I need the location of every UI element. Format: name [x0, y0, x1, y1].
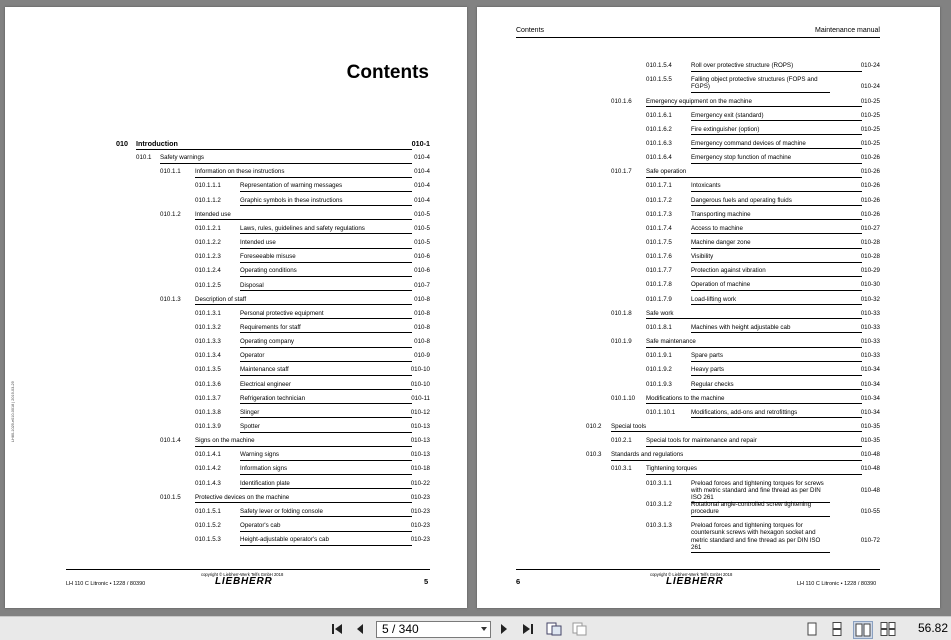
- toc-entry-number: 010.1.3.9: [195, 423, 221, 430]
- toc-entry-title[interactable]: Operating conditions: [240, 267, 412, 277]
- copy-button[interactable]: [571, 621, 589, 637]
- toc-entry-title[interactable]: Spare parts: [691, 352, 862, 362]
- toc-entry-number: 010.1.2: [160, 210, 181, 218]
- toc-entry-page: 010-8: [414, 295, 430, 303]
- toc-list-left: [5, 7, 467, 608]
- toc-entry-page: 010-13: [410, 423, 430, 430]
- toc-entry-page: 010-30: [860, 281, 880, 289]
- toc-entry-number: 010.3.1.1: [646, 479, 672, 487]
- toc-entry-page: 010-5: [414, 239, 430, 247]
- toc-entry-page: 010-23: [410, 493, 430, 501]
- toc-entry-page: 010-28: [860, 253, 880, 261]
- toc-entry-title[interactable]: Emergency exit (standard): [691, 112, 862, 122]
- two-page-continuous-button[interactable]: [879, 621, 897, 637]
- continuous-page-icon: [831, 622, 843, 636]
- toc-entry-number: 010.1.8.1: [646, 323, 672, 331]
- toc-entry-number: 010.3.1.3: [646, 522, 672, 530]
- toc-entry-title[interactable]: Operation of machine: [691, 281, 862, 291]
- toc-entry-number: 010.1.2.5: [195, 281, 221, 289]
- toc-entry-number: 010.2.1: [611, 437, 632, 445]
- toc-entry-page: 010-13: [410, 451, 430, 459]
- toc-entry-number: 010.2: [586, 422, 602, 430]
- toc-entry-title[interactable]: Description of staff: [195, 296, 412, 306]
- toc-entry-page: 010-33: [860, 352, 880, 360]
- toc-entry-page: 010-12: [410, 408, 430, 416]
- toc-entry-page: 010-5: [414, 210, 430, 218]
- toc-entry-title[interactable]: Machines with height adjustable cab: [691, 324, 862, 334]
- toc-entry-page: 010-4: [414, 182, 430, 190]
- toc-entry-number: 010.1.7.1: [646, 182, 672, 190]
- chevron-down-icon[interactable]: [481, 627, 487, 631]
- toc-entry-page: 010-32: [860, 295, 880, 303]
- toc-entry-title[interactable]: Rotational angle-controlled screw tightening procedure: [691, 501, 830, 517]
- toc-entry-page: 010-26: [860, 182, 880, 190]
- toc-entry-number: 010.1.3.6: [195, 380, 221, 388]
- footer-model: LH 110 C Litronic • 1228 / 80390: [66, 581, 146, 587]
- toc-entry-title[interactable]: Emergency equipment on the machine: [646, 98, 862, 108]
- toc-entry-page: 010-6: [414, 253, 430, 261]
- zoom-level[interactable]: 56.82: [917, 621, 948, 635]
- toc-entry-page: 010-26: [860, 196, 880, 204]
- toc-entry-page: 010-34: [860, 408, 880, 416]
- last-page-button[interactable]: [520, 621, 536, 637]
- toc-entry-title[interactable]: Preload forces and tightening torques for screws with metric standard and fine thread as per DIN ISO 261: [691, 480, 830, 504]
- toc-entry-title[interactable]: Operating company: [240, 338, 412, 348]
- toc-entry-number: 010.1.7.5: [646, 239, 672, 246]
- last-page-icon: [522, 623, 534, 635]
- toc-entry-title[interactable]: Protective devices on the machine: [195, 494, 412, 504]
- footer-rule: [516, 569, 880, 570]
- toc-entry-title[interactable]: Operator's cab: [240, 522, 412, 532]
- toc-entry-page: 010-23: [410, 507, 430, 515]
- toc-entry-title[interactable]: Information signs: [240, 465, 412, 475]
- toc-entry-title[interactable]: Introduction: [136, 140, 412, 150]
- header-left: Contents: [516, 27, 545, 34]
- toc-entry-number: 010.1.1: [160, 168, 181, 176]
- toc-entry-number: 010.1.7.7: [646, 267, 672, 275]
- toc-entry-page: 010-4: [414, 154, 430, 162]
- page-number-input[interactable]: [376, 621, 491, 638]
- toc-entry-page: 010-8: [414, 323, 430, 331]
- continuous-view-button[interactable]: [829, 621, 845, 637]
- toc-entry-title[interactable]: Safe operation: [646, 168, 862, 178]
- toc-entry-title[interactable]: Fire extinguisher (option): [691, 126, 862, 136]
- liebherr-logo: LIEBHERR: [215, 576, 273, 587]
- toc-entry-number: 010.1: [136, 154, 152, 162]
- toc-entry-page: 010-48: [860, 465, 880, 473]
- toc-entry-page: 010-1: [411, 139, 430, 148]
- toc-entry-number: 010.1.7.6: [646, 253, 672, 261]
- toc-entry-title[interactable]: Graphic symbols in these instructions: [240, 197, 412, 207]
- toc-entry-number: 010.3.1: [611, 465, 632, 473]
- prev-page-icon: [355, 623, 365, 635]
- toc-entry-title[interactable]: Laws, rules, guidelines and safety regulations: [240, 225, 412, 235]
- toc-entry-number: 010.3.1.2: [646, 500, 672, 508]
- toc-entry-number: 010.1.9.3: [646, 380, 672, 388]
- toc-entry-page: 010-35: [860, 437, 880, 445]
- first-page-button[interactable]: [330, 621, 344, 637]
- toc-entry-title[interactable]: Standards and regulations: [611, 451, 862, 461]
- toc-entry-number: 010.1.2.3: [195, 253, 221, 261]
- toc-entry-number: 010.1.3: [160, 295, 181, 303]
- toc-entry-title[interactable]: Access to machine: [691, 225, 862, 235]
- side-code: LH80-1029-e010-0018 | 2019-03-29: [11, 381, 15, 442]
- toc-entry-title[interactable]: Intended use: [240, 239, 412, 249]
- toc-entry-page: 010-29: [860, 267, 880, 275]
- toc-entry-title[interactable]: Machine danger zone: [691, 239, 862, 249]
- page-indicator: 5 / 340: [382, 622, 419, 636]
- toc-entry-page: 010-8: [414, 309, 430, 317]
- toc-entry-page: 010-48: [860, 451, 880, 459]
- toc-entry-number: 010.1.10.1: [646, 408, 676, 416]
- single-page-view-button[interactable]: [804, 621, 820, 637]
- toc-entry-title[interactable]: Safety warnings: [160, 154, 412, 164]
- footer-model: LH 110 C Litronic • 1228 / 80390: [797, 581, 877, 587]
- toc-entry-page: 010-23: [410, 536, 430, 544]
- toc-entry-number: 010.1.10: [611, 394, 636, 402]
- toc-entry-page: 010-33: [860, 338, 880, 346]
- toc-entry-page: 010-48: [860, 486, 880, 494]
- toc-entry-number: 010.1.3.5: [195, 366, 221, 374]
- toc-list-right: [477, 7, 940, 608]
- toc-entry-number: 010.1.5: [160, 493, 181, 501]
- toc-entry-number: 010.1.5.1: [195, 507, 221, 515]
- toc-entry-title[interactable]: Load-lifting work: [691, 296, 862, 306]
- toc-entry-title[interactable]: Emergency command devices of machine: [691, 140, 862, 150]
- toc-entry-title[interactable]: Foreseeable misuse: [240, 253, 412, 263]
- toc-entry-title[interactable]: Refrigeration technician: [240, 395, 412, 405]
- toc-entry-page: 010-55: [860, 508, 880, 516]
- toc-entry-title[interactable]: Special tools for maintenance and repair: [646, 437, 862, 447]
- toc-entry-title[interactable]: Modifications to the machine: [646, 395, 862, 405]
- toc-entry-page: 010-33: [860, 323, 880, 331]
- toc-entry-number: 010.1.9.1: [646, 352, 672, 360]
- toc-entry-title[interactable]: Representation of warning messages: [240, 182, 412, 192]
- toc-entry-page: 010-4: [414, 196, 430, 204]
- toc-entry-page: 010-4: [414, 168, 430, 176]
- toc-entry-title[interactable]: Height-adjustable operator's cab: [240, 536, 412, 546]
- copyright: copyright © Liebherr-Werk Telfs GmbH 2018: [650, 572, 733, 577]
- toc-entry-title[interactable]: Intended use: [195, 211, 412, 221]
- toc-entry-number: 010.1.5.3: [195, 536, 221, 544]
- toc-entry-title[interactable]: Slinger: [240, 409, 412, 419]
- toc-entry-title[interactable]: Visibility: [691, 253, 862, 263]
- toc-entry-page: 010-35: [860, 422, 880, 430]
- toc-entry-number: 010.1.7.2: [646, 196, 672, 204]
- toc-entry-page: 010-18: [410, 465, 430, 473]
- two-page-view-button[interactable]: [853, 621, 873, 639]
- toc-entry-number: 010.1.6.1: [646, 111, 672, 119]
- toc-entry-number: 010.1.3.1: [195, 309, 221, 317]
- header-right: Maintenance manual: [815, 27, 880, 34]
- toc-entry-number: 010.1.6.2: [646, 125, 672, 133]
- toc-entry-number: 010.1.7.4: [646, 224, 672, 232]
- toc-entry-title[interactable]: Tightening torques: [646, 465, 862, 475]
- two-page-continuous-icon: [880, 622, 896, 636]
- toc-entry-page: 010-72: [860, 536, 880, 544]
- document-icon: [546, 622, 562, 636]
- liebherr-logo: LIEBHERR: [666, 576, 724, 587]
- toc-entry-page: 010-10: [410, 380, 430, 388]
- toc-entry-page: 010-24: [860, 62, 880, 69]
- toc-entry-number: 010.1.9.2: [646, 366, 672, 374]
- toc-entry-title[interactable]: Electrical engineer: [240, 381, 412, 391]
- toc-entry-page: 010-23: [410, 522, 430, 530]
- toc-entry-title[interactable]: Warning signs: [240, 451, 412, 461]
- toc-entry-number: 010.1.3.2: [195, 323, 221, 331]
- toc-entry-title[interactable]: Transporting machine: [691, 211, 862, 221]
- toc-entry-number: 010.1.8: [611, 309, 632, 317]
- toc-entry-number: 010.1.6.3: [646, 139, 672, 147]
- toc-entry-number: 010.1.3.7: [195, 394, 221, 402]
- toc-entry-title[interactable]: Regular checks: [691, 381, 862, 391]
- first-page-icon: [331, 623, 343, 635]
- toc-entry-title[interactable]: Falling object protective structures (FOPS and FGPS): [691, 76, 830, 92]
- copy-icon: [572, 622, 588, 636]
- toc-entry-title[interactable]: Personal protective equipment: [240, 310, 412, 320]
- toc-entry-page: 010-13: [410, 437, 430, 445]
- next-page-button[interactable]: [497, 621, 511, 637]
- toc-entry-title[interactable]: Maintenance staff: [240, 366, 412, 376]
- toc-entry-title[interactable]: Emergency stop function of machine: [691, 154, 862, 164]
- next-page-icon: [499, 623, 509, 635]
- footer-page-number: 5: [424, 577, 429, 586]
- toc-entry-number: 010.1.7.3: [646, 210, 672, 218]
- toc-entry-number: 010.1.4: [160, 437, 181, 445]
- toc-entry-page: 010-25: [860, 139, 880, 147]
- toc-entry-title[interactable]: Dangerous fuels and operating fluids: [691, 197, 862, 207]
- toc-entry-title[interactable]: Operator: [240, 352, 412, 362]
- toc-entry-title[interactable]: Protection against vibration: [691, 267, 862, 277]
- toc-entry-page: 010-6: [414, 267, 430, 275]
- toc-entry-title[interactable]: Spotter: [240, 423, 412, 433]
- toc-entry-number: 010: [116, 139, 128, 148]
- toc-entry-number: 010.1.5.2: [195, 522, 221, 530]
- toc-entry-title[interactable]: Information on these instructions: [195, 168, 412, 178]
- toc-entry-page: 010-26: [860, 210, 880, 218]
- toc-entry-number: 010.1.5.5: [646, 76, 672, 84]
- toc-entry-page: 010-25: [860, 111, 880, 119]
- toc-entry-page: 010-25: [860, 125, 880, 133]
- footer-rule: [66, 569, 430, 570]
- toc-entry-number: 010.1.6.4: [646, 154, 672, 162]
- page-title: Contents: [346, 62, 429, 83]
- toc-entry-title[interactable]: Safe work: [646, 310, 862, 320]
- toc-entry-page: 010-28: [860, 239, 880, 246]
- toc-entry-number: 010.1.6: [611, 97, 632, 105]
- toc-entry-page: 010-25: [860, 97, 880, 105]
- toc-entry-number: 010.1.2.1: [195, 224, 221, 232]
- toc-entry-number: 010.3: [586, 451, 602, 459]
- toc-entry-page: 010-33: [860, 309, 880, 317]
- toc-entry-page: 010-24: [860, 83, 880, 91]
- fit-page-button[interactable]: [545, 621, 563, 637]
- toc-entry-number: 010.1.4.3: [195, 479, 221, 487]
- prev-page-button[interactable]: [353, 621, 367, 637]
- toc-entry-number: 010.1.3.8: [195, 408, 221, 416]
- toc-entry-title[interactable]: Disposal: [240, 282, 412, 292]
- toc-entry-page: 010-5: [414, 224, 430, 232]
- toc-entry-page: 010-22: [410, 479, 430, 487]
- toc-entry-title[interactable]: Heavy parts: [691, 366, 862, 376]
- viewer-toolbar: [0, 616, 951, 640]
- toc-entry-page: 010-7: [414, 281, 430, 289]
- page-6: [477, 7, 940, 608]
- toc-entry-number: 010.1.3.3: [195, 338, 221, 346]
- toc-entry-page: 010-26: [860, 154, 880, 162]
- toc-entry-page: 010-34: [860, 394, 880, 402]
- toc-entry-title[interactable]: Requirements for staff: [240, 324, 412, 334]
- two-page-icon: [855, 623, 871, 637]
- toc-entry-number: 010.1.7: [611, 168, 632, 176]
- toc-entry-number: 010.1.5.4: [646, 62, 672, 69]
- toc-entry-page: 010-34: [860, 366, 880, 374]
- toc-entry-number: 010.1.9: [611, 338, 632, 346]
- toc-entry-page: 010-9: [414, 352, 430, 360]
- footer-page-number: 6: [516, 577, 521, 586]
- copyright: copyright © Liebherr-Werk Telfs GmbH 2018: [201, 572, 284, 577]
- toc-entry-page: 010-26: [860, 168, 880, 176]
- single-page-icon: [806, 622, 818, 636]
- toc-entry-title[interactable]: Signs on the machine: [195, 437, 412, 447]
- toc-entry-page: 010-27: [860, 224, 880, 232]
- toc-entry-number: 010.1.7.8: [646, 281, 672, 289]
- toc-entry-title[interactable]: Safe maintenance: [646, 338, 862, 348]
- page-5: [5, 7, 467, 608]
- toc-entry-number: 010.1.1.1: [195, 182, 221, 190]
- toc-entry-number: 010.1.4.1: [195, 451, 221, 459]
- toc-entry-title[interactable]: Identification plate: [240, 480, 412, 490]
- toc-entry-page: 010-8: [414, 338, 430, 346]
- toc-entry-title[interactable]: Safety lever or folding console: [240, 508, 412, 518]
- toc-entry-title[interactable]: Intoxicants: [691, 182, 862, 192]
- toc-entry-number: 010.1.1.2: [195, 196, 221, 204]
- toc-entry-number: 010.1.2.2: [195, 239, 221, 247]
- toc-entry-page: 010-10: [410, 366, 430, 374]
- toc-entry-title[interactable]: Roll over protective structure (ROPS): [691, 62, 862, 72]
- toc-entry-page: 010-11: [411, 394, 430, 402]
- toc-entry-number: 010.1.7.9: [646, 295, 672, 303]
- toc-entry-title[interactable]: Modifications, add-ons and retrofittings: [691, 409, 862, 419]
- toc-entry-number: 010.1.3.4: [195, 352, 221, 360]
- toc-entry-number: 010.1.2.4: [195, 267, 221, 275]
- toc-entry-title[interactable]: Special tools: [611, 423, 862, 433]
- toc-entry-number: 010.1.4.2: [195, 465, 221, 473]
- toc-entry-page: 010-34: [860, 380, 880, 388]
- toc-entry-title[interactable]: Preload forces and tightening torques for countersunk screws with hexagon socket and metric standard and fine thread as per DIN ISO 261: [691, 522, 830, 553]
